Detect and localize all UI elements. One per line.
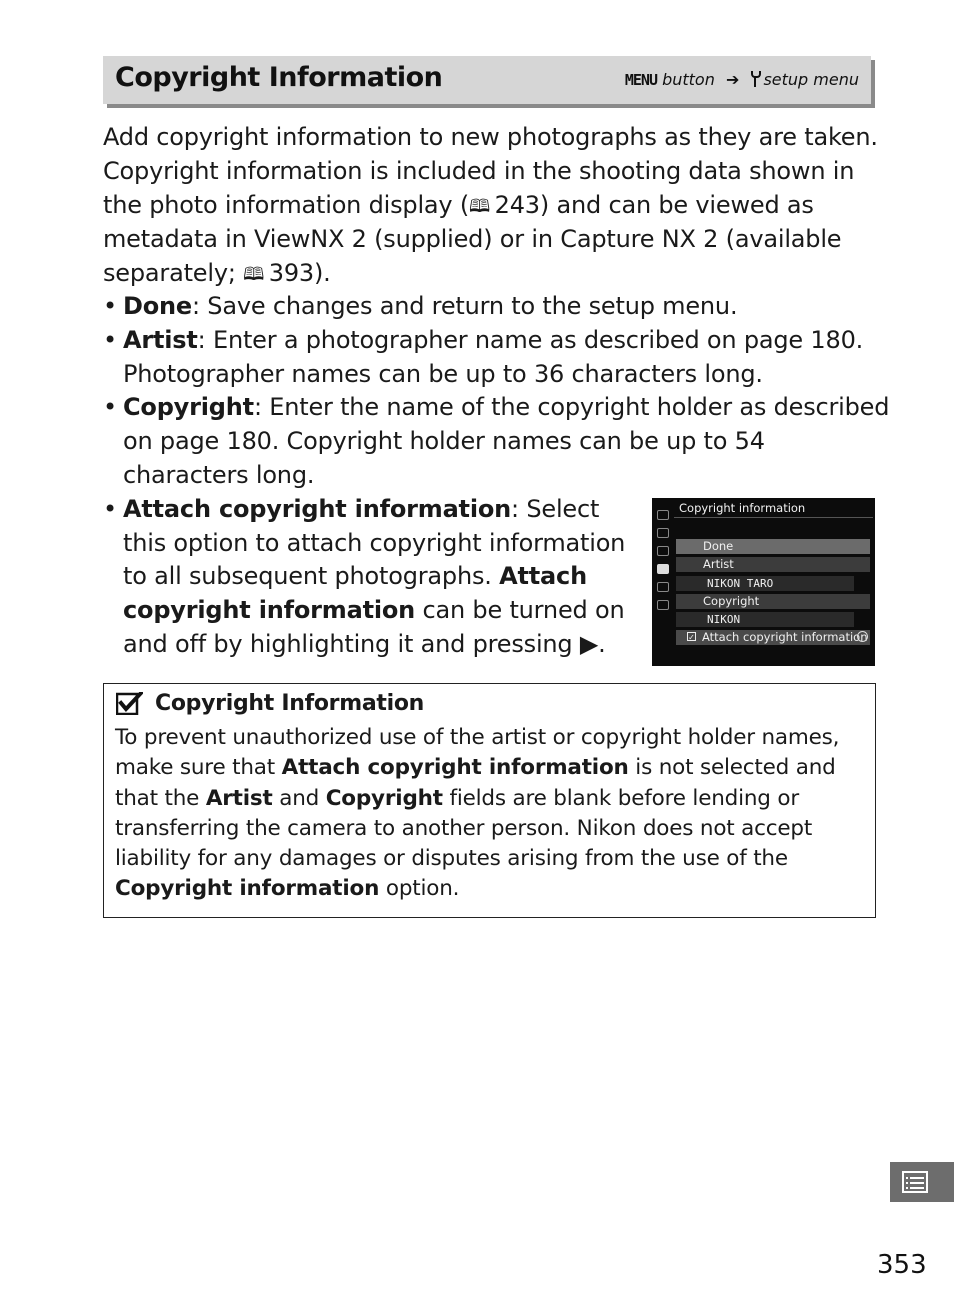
list-item-attach: • Attach copyright information: Select this option to attach copyright information to all subsequent photographs. Attach copyright information can be turned on and off by highlighting it and pressing ▶. xyxy=(103,494,626,658)
my-menu-icon xyxy=(657,600,669,610)
intro-paragraph xyxy=(103,121,893,292)
wrench-icon xyxy=(657,564,669,574)
camera-icon xyxy=(657,528,669,538)
wrench-icon xyxy=(750,71,760,87)
page-ref-393[interactable]: 393 xyxy=(268,259,314,288)
playback-icon xyxy=(657,510,669,520)
pencil-icon xyxy=(657,546,669,556)
menu-key-label: MENU xyxy=(624,71,657,89)
menu-path xyxy=(625,70,859,89)
list-sheet-icon xyxy=(902,1171,928,1193)
list-item-artist: • Artist: Enter a photographer name as described on page 180. Photographer names can be up to 36 characters long. xyxy=(103,325,864,388)
note-body: To prevent unauthorized use of the artist or copyright holder names, make sure that Attach copyright information is not selected and that the Artist and Copyright fields are blank before lending or transferring the camera to another person. Nikon does not accept liability for any damages or disputes arising from the use of the Copyright information option. xyxy=(115,725,840,902)
page-title: Copyright Information xyxy=(115,62,443,93)
screen-row-copyright: Copyright xyxy=(676,594,870,609)
screen-row-done: Done xyxy=(676,539,870,554)
intro-text-3: ). xyxy=(314,259,331,288)
setup-menu-label: setup menu xyxy=(763,70,859,89)
intro-text-1: Add copyright information to new photographs as they are taken. Copyright information is included in the shooting data shown in the photo information display ( xyxy=(103,123,878,219)
screen-title: Copyright information xyxy=(679,501,806,515)
screen-row-attach: ✓ Attach copyright information xyxy=(676,630,870,645)
camera-menu-screenshot xyxy=(652,498,875,666)
list-item-done: • Done: Save changes and return to the setup menu. xyxy=(103,292,738,320)
dial-icon xyxy=(857,631,868,642)
book-reference-icon: 🕮 xyxy=(243,264,265,286)
section-header xyxy=(103,56,871,104)
page-number: 353 xyxy=(877,1250,927,1280)
screen-sidebar xyxy=(656,510,670,618)
screen-row-artist-value: NIKON TARO xyxy=(676,576,854,591)
page-ref-243[interactable]: 243 xyxy=(494,190,540,219)
retouch-icon xyxy=(657,582,669,592)
list-item-copyright: • Copyright: Enter the name of the copyright holder as described on page 180. Copyright holder names can be up to 54 characters long. xyxy=(103,393,890,489)
arrow-right-icon: ➔ xyxy=(725,70,740,89)
menu-button-label: button xyxy=(662,70,715,89)
note-title: Copyright Information xyxy=(155,691,425,716)
screen-row-artist: Artist xyxy=(676,557,870,572)
check-note-icon xyxy=(116,692,143,715)
caution-note xyxy=(103,683,876,918)
checkbox-icon: ✓ xyxy=(688,633,695,642)
book-reference-icon: 🕮 xyxy=(469,195,491,217)
intro-text-2: ) and can be viewed as metadata in ViewNX 2 (supplied) or in Capture NX 2 (available separately; xyxy=(103,190,842,288)
menu-guide-tab-icon[interactable] xyxy=(890,1162,954,1202)
screen-divider xyxy=(674,517,873,518)
screen-row-copyright-value: NIKON xyxy=(676,612,854,627)
